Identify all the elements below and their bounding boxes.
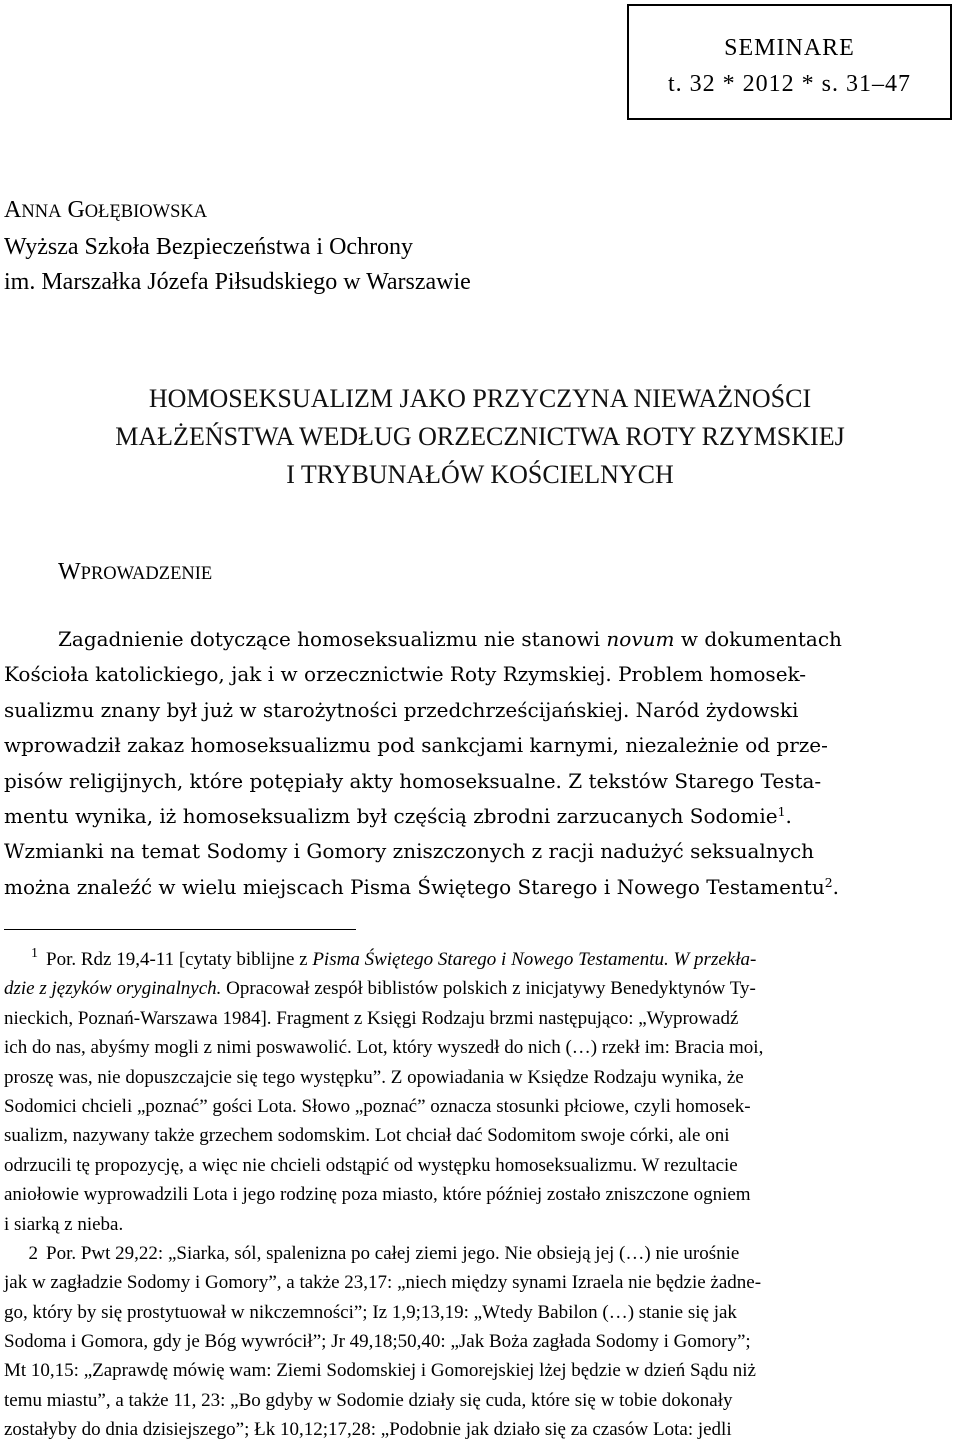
author-block: [4, 193, 904, 300]
body-line: można znaleźć w wielu miejscach Pisma Świętego Starego i Nowego Testamentu$^2$.: [4, 874, 839, 899]
journal-volume-citation: t. 32 * 2012 * s. 31–47: [667, 71, 911, 97]
body-line: Wzmianki na temat Sodomy i Gomory zniszczonych z racji nadużyć seksualnych: [4, 839, 815, 864]
footnote-line: Sodoma i Gomora, gdy je Bóg wywrócił”; Jr 49,18;50,40: „Jak Boża zagłada Sodomy i Gomory”;: [4, 1331, 751, 1353]
body-line: wprowadził zakaz homoseksualizmu pod sankcjami karnymi, niezależnie od prze-: [4, 733, 828, 758]
body-paragraph: [4, 622, 956, 905]
author-name: ANNA GOŁĘBIOWSKA: [4, 197, 208, 223]
footnote-line: jak w zagładzie Sodomy i Gomory”, a także 23,17: „niech między synami Izraela nie będzie żadne-: [4, 1272, 762, 1294]
footnote-line: go, który by się prostytuował w nikczemności”; Iz 1,9;13,19: „Wtedy Babilon (…) stanie się jak: [4, 1301, 737, 1323]
body-line: mentu wynika, iż homoseksualizm był częścią zbrodni zarzucanych Sodomie$^1$.: [4, 803, 792, 828]
body-line: Zagadnienie dotyczące homoseksualizmu nie stanowi novum w dokumentach: [58, 627, 842, 651]
author-affiliation-line-2: im. Marszałka Józefa Piłsudskiego w Warszawie: [4, 269, 471, 295]
title-line-2: MAŁŻEŃSTWA WEDŁUG ORZECZNICTWA ROTY RZYMSKIEJ: [115, 422, 845, 451]
footnote-line: nieckich, Poznań-Warszawa 1984]. Fragment z Księgi Rodzaju brzmi następująco: „Wyprowadź: [4, 1007, 739, 1029]
footnote-ref-2[interactable]: 2: [824, 874, 833, 890]
title-line-1: HOMOSEKSUALIZM JAKO PRZYCZYNA NIEWAŻNOŚCI: [148, 384, 812, 413]
footnote-line: i siarką z nieba.: [4, 1213, 124, 1235]
footnote-line: Sodomici chcieli „poznać” gości Lota. Słowo „poznać” oznacza stosunki płciowe, czyli homosek-: [4, 1095, 751, 1117]
footnote-line: sualizm, nazywany także grzechem sodomskim. Lot chciał dać Sodomitom swoje córki, ale oni: [4, 1125, 730, 1147]
section-heading: WPROWADZENIE: [58, 559, 213, 585]
footnote-line: odrzucili tę propozycję, a więc nie chcieli odstąpić od występku homoseksualizmu. W rezultacie: [4, 1154, 738, 1176]
footnote-separator: [4, 929, 356, 930]
footnote-1: 1 Por. Rdz 19,4-11 [cytaty biblijne z Pisma Świętego Starego i Nowego Testamentu. W przekła-: [31, 946, 757, 970]
footnote-line: zostałyby do dnia dzisiejszego”; Łk 10,12;17,28: „Podobnie jak działo się za czasów Lota: jedli: [4, 1419, 732, 1441]
title-line-3: I TRYBUNAŁÓW KOŚCIELNYCH: [286, 460, 674, 489]
footnote-2: 2 Por. Pwt 29,22: „Siarka, sól, spalenizna po całej ziemi jego. Nie obsieją jej (…) nie urośnie: [28, 1242, 740, 1264]
footnote-line: ich do nas, abyśmy mogli z nimi poswawolić. Lot, który wyszedł do nich (…) rzekł im: Bracia moi,: [4, 1037, 764, 1059]
body-line: pisów religijnych, które potępiały akty homoseksualne. Z tekstów Starego Testa-: [4, 768, 822, 793]
footnotes: [4, 945, 956, 1445]
footnote-line: temu miastu”, a także 11, 23: „Bo gdyby w Sodomie działy się cuda, które się w tobie dokonały: [4, 1389, 733, 1411]
journal-citation-box: [627, 4, 952, 120]
journal-name: SEMINARE: [724, 35, 855, 61]
article-title: [0, 380, 960, 494]
footnote-ref-1[interactable]: 1: [777, 804, 786, 820]
footnote-line: dzie z języków oryginalnych. Opracował zespół biblistów polskich z inicjatywy Benedyktynów Ty-: [4, 978, 756, 1000]
body-line: Kościoła katolickiego, jak i w orzecznictwie Roty Rzymskiej. Problem homosek-: [4, 662, 807, 687]
footnote-line: aniołowie wyprowadzili Lota i jego rodzinę poza miasto, które później zostało zniszczone ogniem: [4, 1184, 751, 1206]
footnote-line: proszę was, nie dopuszczajcie się tego występku”. Z opowiadania w Księdze Rodzaju wynika, że: [4, 1066, 744, 1088]
footnote-line: Mt 10,15: „Zaprawdę mówię wam: Ziemi Sodomskiej i Gomorejskiej lżej będzie w dzień Sądu niż: [4, 1360, 756, 1382]
body-line: sualizmu znany był już w starożytności przedchrześcijańskiej. Naród żydowski: [4, 697, 799, 722]
author-affiliation-line-1: Wyższa Szkoła Bezpieczeństwa i Ochrony: [4, 234, 414, 260]
